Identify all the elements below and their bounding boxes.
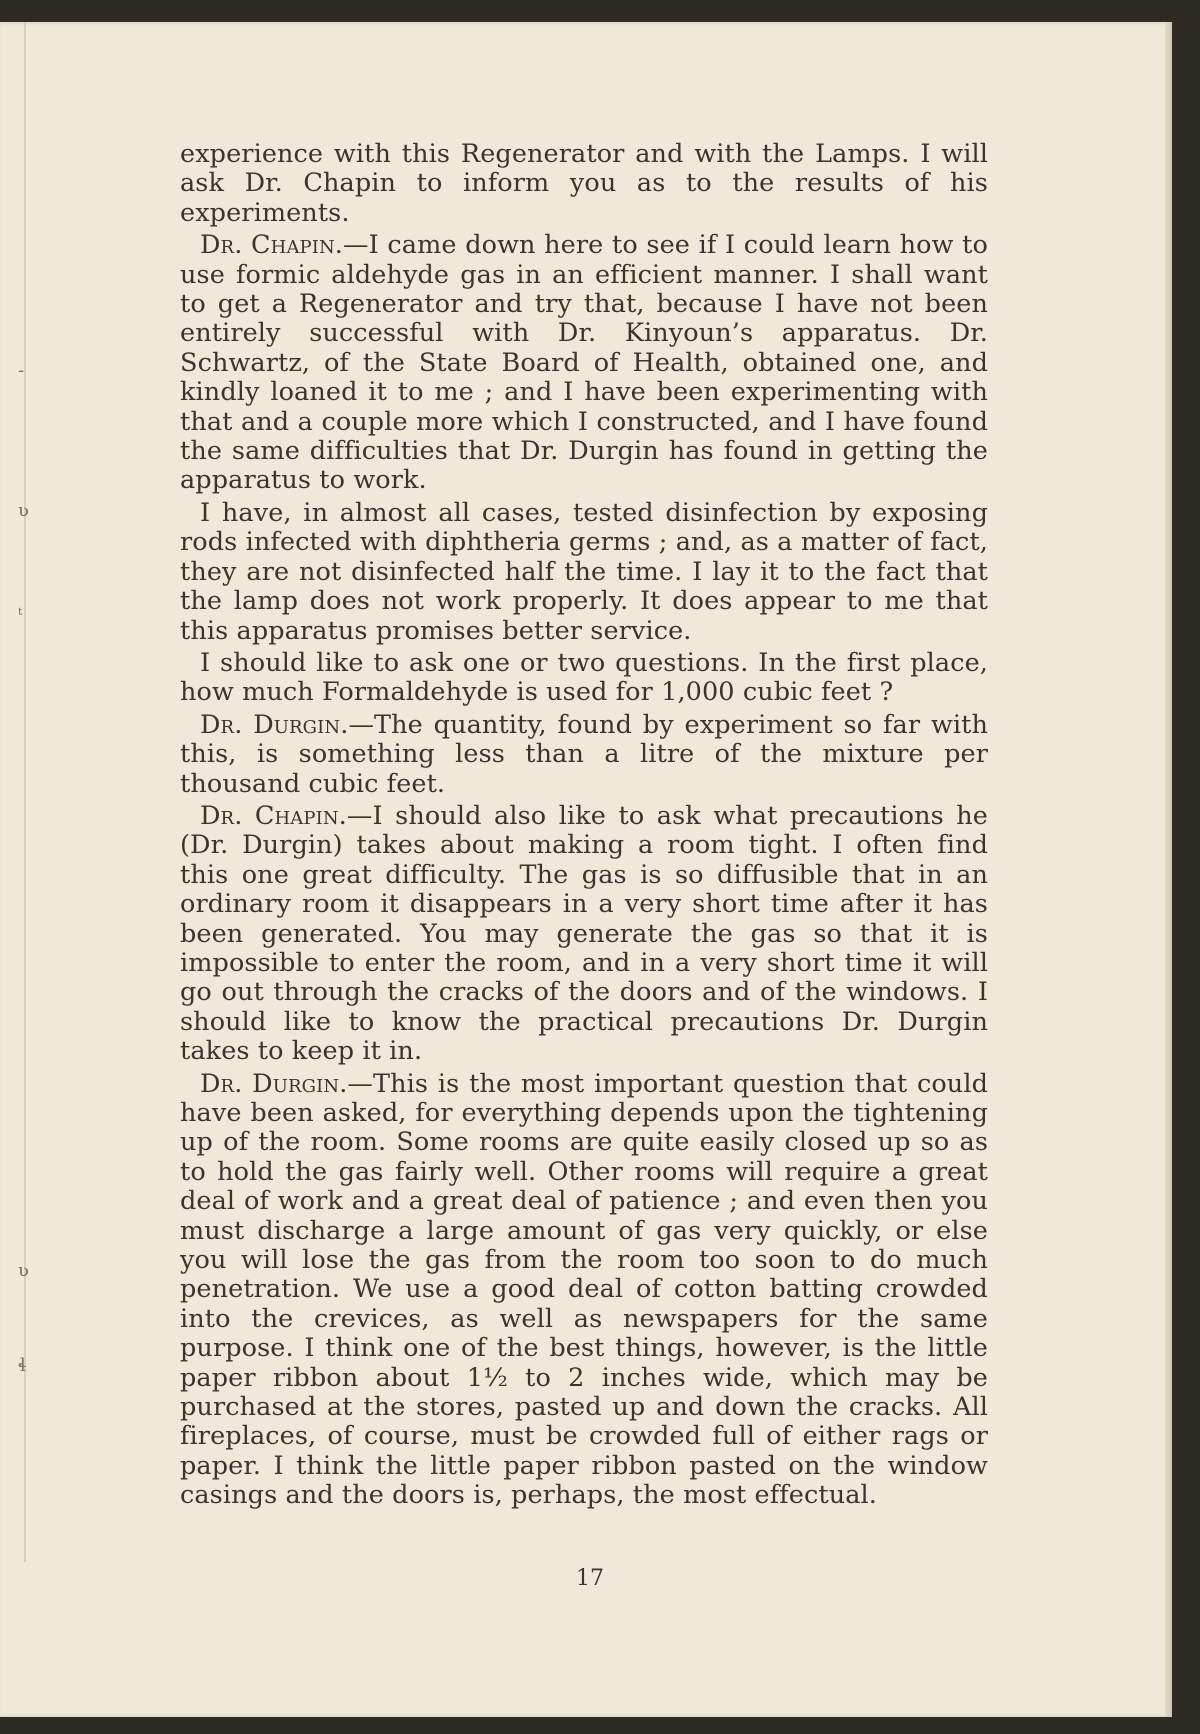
page-number: 17 — [576, 1566, 604, 1591]
paragraph — [180, 711, 988, 799]
paragraph-text: I have, in almost all cases, tested disinfection by exposing rods infected with diphtheria germs ; and, as a matter of fact, they are not disinfected half the time. I lay it to the fact that the lamp does not work properly. It does appear to me that this apparatus promises better service. — [180, 497, 988, 646]
speaker-name: Dr. Chapin. — [200, 800, 347, 831]
binding-gutter-marks — [18, 0, 38, 1734]
paragraph — [180, 140, 988, 228]
gutter-mark: ʋ — [18, 1260, 29, 1281]
paragraph-text: —I should also like to ask what precautions he (Dr. Durgin) takes about making a room tight. I often find this one great difficulty. The gas is so diffusible that in an ordinary room it disappears in a very short time after it has been generated. You may generate the gas so that it is impossible to enter the room, and in a very short time it will go out through the cracks of the doors and of the windows. I should like to know the practical precautions Dr. Durgin takes to keep it in. — [180, 800, 989, 1067]
paragraph-text: I should like to ask one or two questions. In the first place, how much Formaldehyde is used for 1,000 cubic feet ? — [180, 647, 988, 708]
paragraph — [180, 1070, 988, 1511]
paragraph — [180, 231, 988, 496]
gutter-mark: ʋ — [18, 500, 29, 521]
paragraph — [180, 802, 988, 1067]
speaker-name: Dr. Durgin. — [200, 709, 349, 740]
gutter-mark: ᵗ — [18, 605, 23, 626]
gutter-mark: ɬ — [18, 1355, 27, 1376]
paragraph — [180, 649, 988, 708]
gutter-mark: - — [18, 360, 25, 381]
paragraph-text: —The quantity, found by experiment so far with this, is something less than a litre of the mixture per thousand cubic feet. — [180, 709, 988, 799]
paragraph-text: —This is the most important question that could have been asked, for everything depends upon the tightening up of the room. Some rooms are quite easily closed up so as to hold the gas fairly well. Other rooms will require a great deal of work and a great deal of patience ; and even then you must discharge a large amount of gas very quickly, or else you will lose the gas from the room too soon to do much penetration. We use a good deal of cotton batting crowded into the crevices, as well as newspapers for the same purpose. I think one of the best things, however, is the little paper ribbon about 1½ to 2 inches wide, which may be purchased at the stores, pasted up and down the cracks. All fireplaces, of course, must be crowded full of either rags or paper. I think the little paper ribbon pasted on the window casings and the doors is, perhaps, the most effectual. — [180, 1068, 989, 1511]
paragraph — [180, 499, 988, 646]
page-edge — [1165, 22, 1172, 1717]
paragraph-text: experience with this Regenerator and with the Lamps. I will ask Dr. Chapin to inform you as to the results of his experiments. — [180, 139, 988, 228]
speaker-name: Dr. Chapin. — [200, 230, 344, 261]
body-text — [180, 140, 988, 1514]
paragraph-text: —I came down here to see if I could learn how to use formic aldehyde gas in an efficient manner. I shall want to get a Regenerator and try that, because I have not been entirely successful with Dr. Kinyoun’s apparatus. Dr. Schwartz, of the State Board of Health, obtained one, and kindly loaned it to me ; and I have been experimenting with that and a couple more which I constructed, and I have found the same difficulties that Dr. Durgin has found in getting the apparatus to work. — [180, 230, 988, 496]
speaker-name: Dr. Durgin. — [200, 1068, 348, 1099]
